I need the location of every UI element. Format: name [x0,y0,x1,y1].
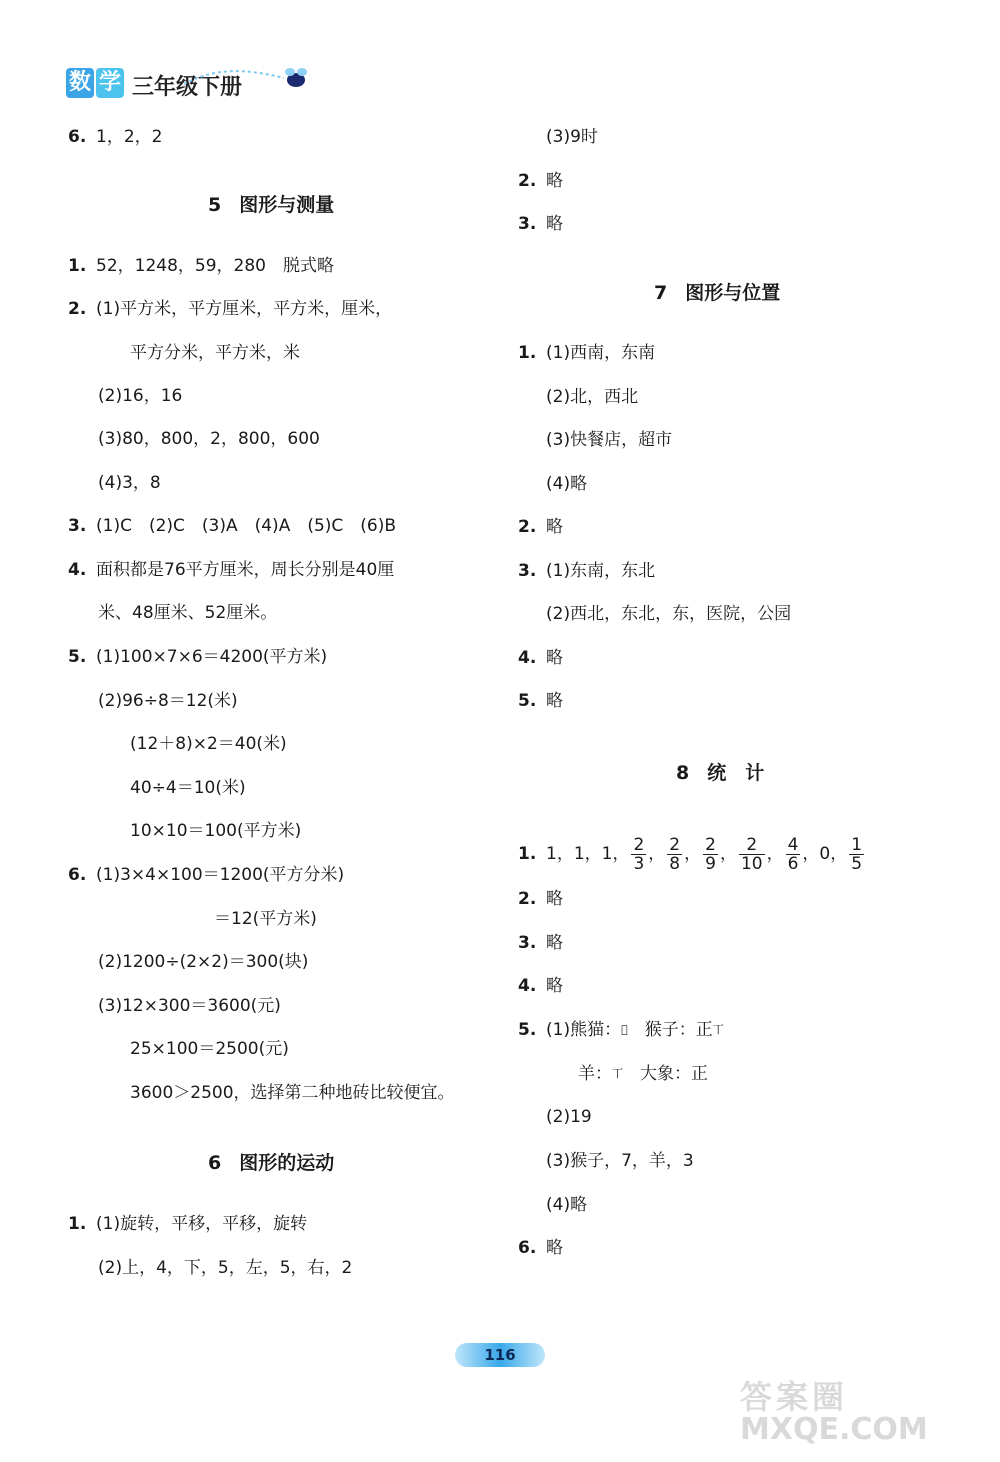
bee-icon [184,60,324,100]
answer-line: 2. 略 [518,171,563,191]
answer-line: (2)16，16 [98,386,183,406]
book-header [64,60,324,110]
answer-line: 3600＞2500，选择第二种地砖比较便宜。 [130,1083,455,1103]
answer-line: 4. 略 [518,976,563,996]
answer-line: 6. 1，2，2 [68,127,163,147]
answer-line: 3. 略 [518,933,563,953]
answer-line: 10×10＝100(平方米) [130,821,302,841]
subject-tile: 数 [66,68,94,98]
tally-mark: 𠇐 [621,1023,628,1036]
answer-line: (2)上，4，下，5，左，5，右，2 [98,1258,353,1278]
section-heading: 7 图形与位置 [654,282,781,304]
answer-line: ＝12(平方米) [214,909,317,929]
answer-line: 5. (1)熊猫：𠇐 猴子：正丅 [518,1020,724,1040]
answer-line: 4. 面积都是76平方厘米，周长分别是40厘 [68,560,395,580]
answer-line: 米、48厘米、52厘米。 [98,603,278,623]
fraction: $\frac{1}{5}$ [851,834,863,874]
answer-line: (4)略 [546,474,588,494]
answer-line: 3. (1)东南，东北 [518,561,656,581]
fraction: $\frac{2}{9}$ [705,834,716,874]
answer-line: 2. 略 [518,889,563,909]
answer-line: 3. (1)C (2)C (3)A (4)A (5)C (6)B [68,516,397,536]
fraction: $\frac{2}{3}$ [633,834,645,874]
answer-line: 羊：丅 大象：正 [578,1064,708,1084]
subject-tile: 学 [96,68,124,98]
answer-line: 平方分米，平方米，米 [130,343,300,363]
fraction: $\frac{2}{10}$ [740,834,763,874]
watermark: MXQE.COM [740,1412,928,1447]
section-heading: 6 图形的运动 [208,1152,335,1174]
answer-line: 4. 略 [518,648,563,668]
answer-line: 1. 52，1248，59，280 脱式略 [68,256,334,276]
answer-line: (3)快餐店，超市 [546,430,673,450]
tally-mark: 丅 [612,1067,623,1080]
answer-line: (3)猴子，7，羊，3 [546,1151,694,1171]
answer-line: (3)80，800，2，800，600 [98,429,320,449]
fraction: $\frac{4}{6}$ [787,834,799,874]
answer-line: 2. (1)平方米，平方厘米，平方米，厘米， [68,299,393,319]
answer-line: (12＋8)×2＝40(米) [130,734,287,754]
answer-line: (2)19 [546,1107,592,1127]
answer-line: 1. (1)旋转，平移，平移，旋转 [68,1214,308,1234]
answer-line: 25×100＝2500(元) [130,1039,289,1059]
fraction: $\frac{2}{8}$ [669,834,681,874]
answer-line: 1. 1，1，1， $\frac{2}{3}$ ， $\frac{2}{8}$ ， $\frac{2}{9}$ ， $\frac{2}{10}$ ， $\frac{4}{6}$ ，0， $\frac{1}{5}$ [518,834,863,874]
answer-line: (3)12×300＝3600(元) [98,996,281,1016]
answer-line: 1. (1)西南，东南 [518,343,656,363]
answer-line: 6. 略 [518,1238,563,1258]
answer-line: (2)北，西北 [546,387,639,407]
answer-line: 5. 略 [518,691,563,711]
answer-line: 2. 略 [518,517,563,537]
grade-label: 三年级下册 [132,75,243,100]
answer-line: (2)1200÷(2×2)＝300(块) [98,952,309,972]
answer-line: 40÷4＝10(米) [130,778,246,798]
answer-line: (4)3，8 [98,473,161,493]
answer-line: (2)西北，东北，东，医院，公园 [546,604,792,624]
section-heading: 8 统 计 [676,762,765,784]
section-heading: 5 图形与测量 [208,194,335,216]
page-number: 116 [455,1343,545,1367]
tally-mark: 丅 [712,1023,724,1036]
answer-line: 6. (1)3×4×100＝1200(平方分米) [68,865,345,885]
answer-line: (3)9时 [546,127,598,147]
answer-line: 5. (1)100×7×6＝4200(平方米) [68,647,328,667]
answer-line: (2)96÷8＝12(米) [98,691,238,711]
answer-line: 3. 略 [518,214,563,234]
watermark: 答案圈 [740,1378,849,1416]
answer-line: (4)略 [546,1195,588,1215]
